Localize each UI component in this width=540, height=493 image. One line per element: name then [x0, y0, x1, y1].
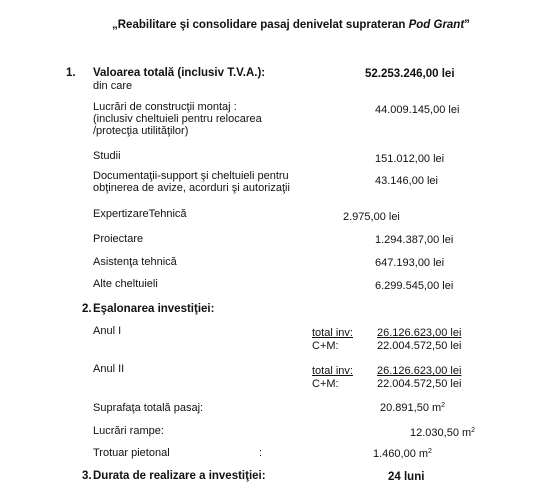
total-inv-value: 26.126.623,00 lei: [377, 365, 462, 377]
area-label: Trotuar pietonal: [93, 447, 170, 459]
title-italic: Pod Grant: [408, 19, 465, 31]
section3-number: 3.: [82, 470, 92, 482]
total-inv-label: total inv:: [312, 365, 353, 377]
area-label: Lucrări rampe:: [93, 425, 164, 437]
item-value: 1.294.387,00 lei: [375, 234, 454, 246]
item-value: 2.975,00 lei: [343, 211, 400, 223]
section3-value: 24 luni: [388, 471, 425, 483]
item-label-line: /protecţia utilităţilor): [93, 125, 189, 137]
area-value-number: 12.030,50 m: [410, 427, 472, 439]
item-value: 43.146,00 lei: [375, 175, 438, 187]
item-label-line: ExpertizareTehnică: [93, 208, 187, 220]
area-value: [380, 402, 445, 414]
section1-heading: Valoarea totală (inclusiv T.V.A.):: [93, 67, 266, 79]
item-label-line: Lucrări de construcţii montaj :: [93, 101, 237, 113]
item-label-line: Alte cheltuieli: [93, 278, 158, 290]
total-inv-value: 26.126.623,00 lei: [377, 327, 462, 339]
title-end: ”: [464, 19, 470, 31]
item-label-line: obţinerea de avize, acorduri şi autorizaţii: [93, 182, 290, 194]
area-value-number: 1.460,00 m: [373, 448, 429, 460]
item-label-line: Documentaţii-support şi cheltuieli pentru: [93, 170, 289, 182]
document-title: [112, 19, 470, 31]
section1-total-value: 52.253.246,00 lei: [365, 68, 455, 80]
area-label: Suprafaţa totală pasaj:: [93, 402, 204, 414]
area-unit-exponent: 2: [428, 448, 432, 455]
area-value-number: 20.891,50 m: [380, 402, 442, 414]
item-label-line: (inclusiv cheltuieli pentru relocarea: [93, 113, 262, 125]
item-label-line: Asistenţa tehnică: [93, 256, 177, 268]
item-value: 647.193,00 lei: [375, 257, 445, 269]
cm-value: 22.004.572,50 lei: [377, 340, 462, 352]
cm-label: C+M:: [312, 340, 339, 352]
total-inv-label: total inv:: [312, 327, 353, 339]
section3-heading: Durata de realizare a investiţiei:: [93, 470, 266, 482]
item-value: 6.299.545,00 lei: [375, 280, 454, 292]
area-value: [410, 427, 475, 439]
item-label-line: Studii: [93, 150, 121, 162]
section1-number: 1.: [66, 67, 76, 79]
item-value: 44.009.145,00 lei: [375, 104, 460, 116]
area-value: [373, 448, 432, 460]
item-value: 151.012,00 lei: [375, 153, 445, 165]
section1-subheading: din care: [93, 80, 133, 92]
section2-number: 2.: [82, 303, 92, 315]
item-label-line: Proiectare: [93, 233, 144, 245]
area-unit-exponent: 2: [471, 427, 476, 434]
area-colon: :: [259, 447, 263, 459]
year-label: Anul I: [93, 325, 122, 337]
cm-value: 22.004.572,50 lei: [377, 378, 462, 390]
year-label: Anul II: [93, 363, 125, 375]
section2-heading: Eşalonarea investiţiei:: [93, 303, 215, 315]
area-unit-exponent: 2: [441, 402, 446, 409]
cm-label: C+M:: [312, 378, 339, 390]
title-main: „Reabilitare şi consolidare pasaj denivelat suprateran: [112, 19, 406, 31]
